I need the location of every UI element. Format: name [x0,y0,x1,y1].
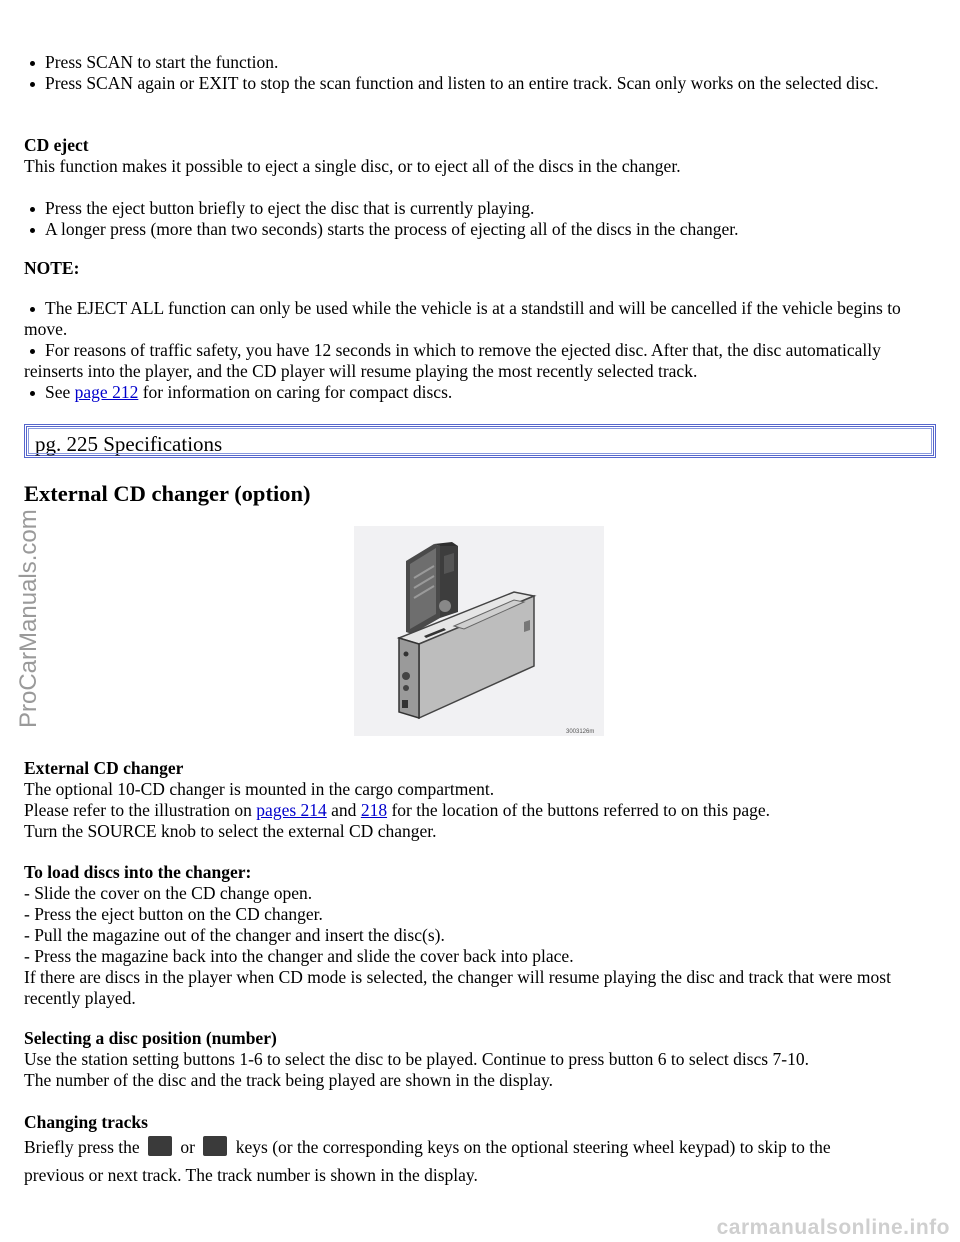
tracks-prefix: Briefly press the [24,1137,140,1157]
cd-changer-illustration [354,526,604,736]
list-item: Press SCAN again or EXIT to stop the scan function and listen to an entire track. Scan only works on the selected disc. [24,73,936,94]
tracks-or: or [180,1137,195,1157]
list-item: Press the eject button briefly to eject the disc that is currently playing. [24,198,936,219]
page-header-box [24,424,936,458]
page-218-link[interactable]: 218 [360,800,388,820]
watermark: ProCarManuals.com [15,509,42,728]
previous-track-key-icon [148,1136,172,1156]
changer-line2-prefix: Please refer to the illustration on [24,800,252,820]
changer-line2-suffix: for the location of the buttons referred to on this page. [391,800,771,820]
next-track-key-icon [203,1136,227,1156]
cd-changer-drawing [354,526,604,736]
section-title: External CD changer (option) [24,481,311,506]
changer-heading: External CD changer [24,758,184,778]
pages-214-link[interactable]: pages 214 [256,800,327,820]
see-prefix: See [45,382,71,402]
figure-code: 3003126m [566,729,595,735]
changer-line3: Turn the SOURCE knob to select the external CD changer. [24,821,437,841]
select-disc-line2: The number of the disc and the track being played are shown in the display. [24,1070,554,1090]
cd-eject-section [24,135,936,177]
load-step: - Press the eject button on the CD changer. [24,904,323,924]
select-disc-line1: Use the station setting buttons 1-6 to select the disc to be played. Continue to press button 6 to select discs 7-10. [24,1049,809,1069]
page-header: pg. 225 Specifications [35,432,223,456]
load-section [24,862,936,1009]
select-disc-heading: Selecting a disc position (number) [24,1028,277,1048]
list-item: For reasons of traffic safety, you have 12 seconds in which to remove the ejected disc. After that, the disc automatically reinserts into the player, and the CD player will resume playing the most recently selected track. [24,340,924,382]
changer-line2-mid: and [331,800,357,820]
list-item: A longer press (more than two seconds) starts the process of ejecting all of the discs in the changer. [24,219,936,240]
select-disc-section [24,1028,936,1091]
tracks-section [24,1112,936,1186]
eject-list [24,198,936,240]
changer-line2 [24,800,936,821]
load-heading: To load discs into the changer: [24,862,252,882]
load-note: If there are discs in the player when CD mode is selected, the changer will resume playing the disc and track that were most recently played. [24,967,891,1008]
list-item: Press SCAN to start the function. [24,52,936,73]
changer-section [24,758,936,842]
cd-eject-heading: CD eject [24,135,89,155]
tracks-line2: previous or next track. The track number is shown in the display. [24,1165,478,1185]
page-212-link[interactable]: page 212 [74,382,139,402]
load-step: - Press the magazine back into the changer and slide the cover back into place. [24,946,574,966]
cd-eject-text: This function makes it possible to eject a single disc, or to eject all of the discs in the changer. [24,156,681,176]
tracks-line1 [24,1133,936,1161]
scan-list [24,52,936,94]
note-list [24,298,924,403]
note-heading: NOTE: [24,258,80,278]
tracks-suffix: keys (or the corresponding keys on the optional steering wheel keypad) to skip to the [235,1137,831,1157]
see-suffix: for information on caring for compact discs. [142,382,453,402]
changer-line1: The optional 10-CD changer is mounted in the cargo compartment. [24,779,495,799]
list-item: The EJECT ALL function can only be used while the vehicle is at a standstill and will be cancelled if the vehicle begins to move. [24,298,924,340]
footer-logo: carmanualsonline.info [716,1216,950,1239]
load-step: - Pull the magazine out of the changer and insert the disc(s). [24,925,445,945]
tracks-heading: Changing tracks [24,1112,148,1132]
list-item [24,382,924,403]
load-step: - Slide the cover on the CD change open. [24,883,313,903]
